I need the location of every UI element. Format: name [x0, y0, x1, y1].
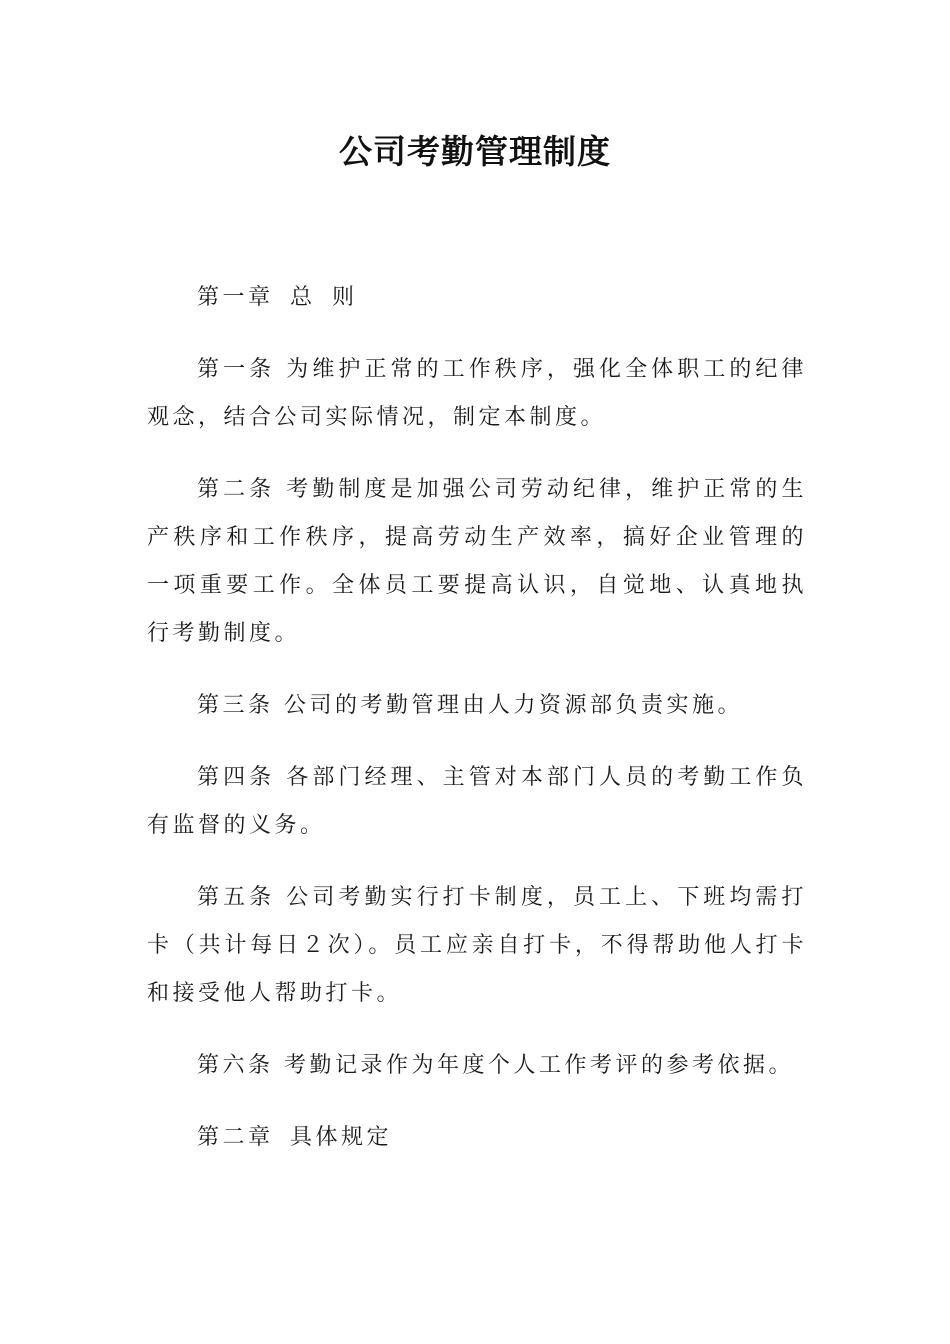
article-paragraph: 第三条 公司的考勤管理由人力资源部负责实施。 [197, 693, 743, 718]
article-paragraph: 第五条 公司考勤实行打卡制度，员工上、下班均需打卡（共计每日２次）。员工应亲自打卡，不得帮助他人打卡和接受他人帮助打卡。 [147, 885, 807, 1006]
document-title: 公司考勤管理制度 [339, 132, 611, 171]
document-body [147, 274, 807, 1186]
chapter-heading: 第一章 总 则 [197, 285, 358, 310]
chapter-heading: 第二章 具体规定 [197, 1125, 392, 1150]
article-paragraph: 第二条 考勤制度是加强公司劳动纪律，维护正常的生产秩序和工作秩序，提高劳动生产效率，搞好企业管理的一项重要工作。全体员工要提高认识，自觉地、认真地执行考勤制度。 [147, 477, 807, 646]
article-paragraph: 第四条 各部门经理、主管对本部门人员的考勤工作负有监督的义务。 [147, 765, 807, 838]
article-paragraph: 第一条 为维护正常的工作秩序，强化全体职工的纪律观念，结合公司实际情况，制定本制度。 [147, 357, 807, 430]
article-paragraph: 第六条 考勤记录作为年度个人工作考评的参考依据。 [197, 1053, 794, 1078]
